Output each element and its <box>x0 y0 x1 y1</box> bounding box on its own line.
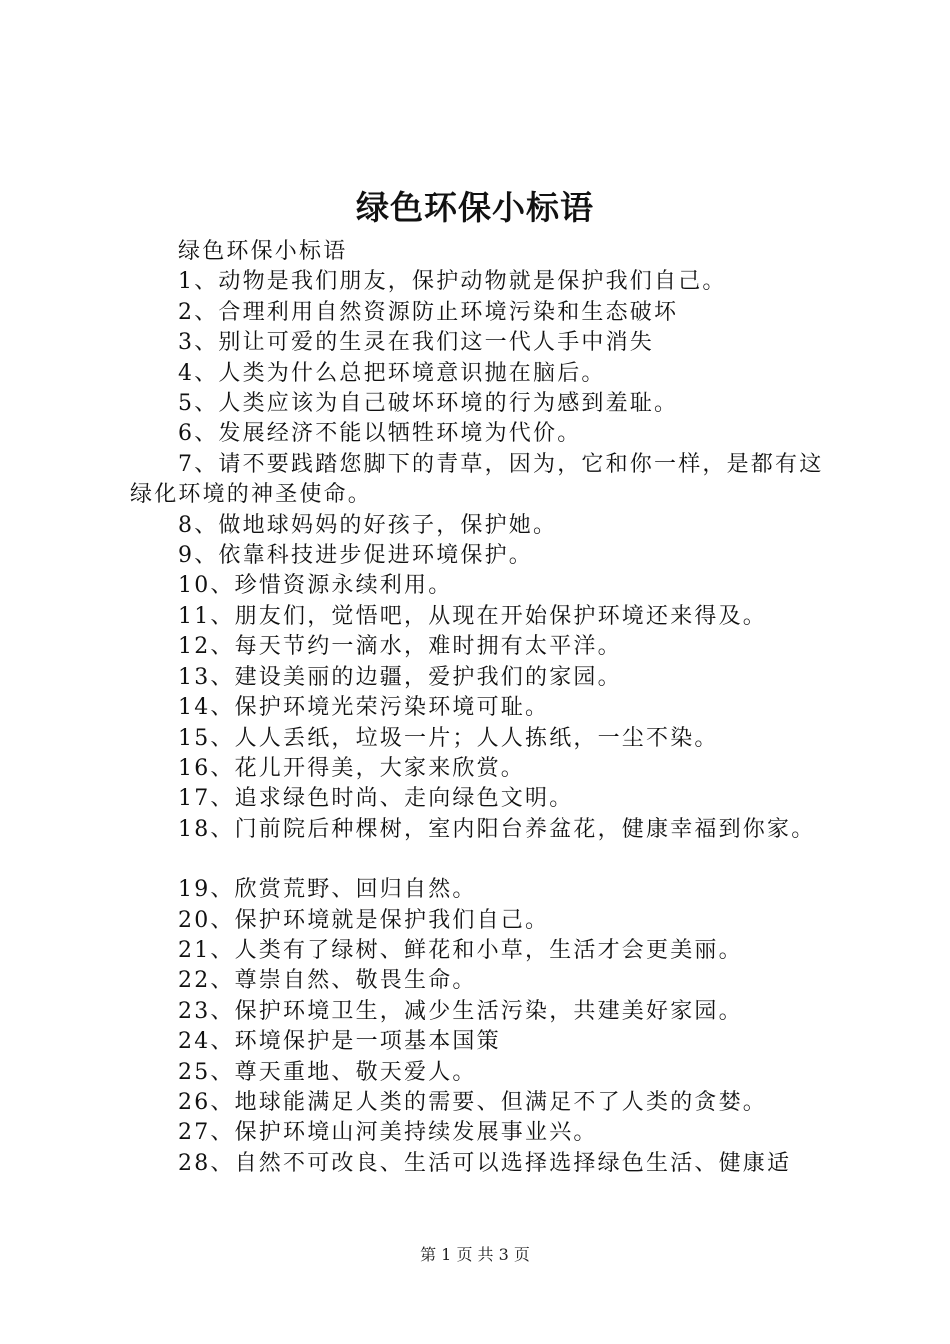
slogan-item: 2、合理利用自然资源防止环境污染和生态破坏 <box>178 299 679 325</box>
slogan-item: 13、建设美丽的边疆，爱护我们的家园。 <box>178 664 622 690</box>
slogan-item: 7、请不要践踏您脚下的青草，因为，它和你一样，是都有这绿化环境的神圣使命。 <box>130 451 824 508</box>
slogan-item: 19、欣赏荒野、回归自然。 <box>178 877 477 903</box>
document-title: 绿色环保小标语 <box>356 188 594 227</box>
slogan-item: 26、地球能满足人类的需要、但满足不了人类的贪婪。 <box>178 1089 767 1115</box>
slogan-item: 27、保护环境山河美持续发展事业兴。 <box>178 1120 598 1146</box>
slogan-item: 28、自然不可改良、生活可以选择选择绿色生活、健康适 <box>178 1150 792 1176</box>
slogan-item: 18、门前院后种棵树，室内阳台养盆花，健康幸福到你家。 <box>178 816 816 842</box>
slogan-item: 17、追求绿色时尚、走向绿色文明。 <box>178 786 574 812</box>
slogan-item: 11、朋友们，觉悟吧，从现在开始保护环境还来得及。 <box>178 603 767 629</box>
slogan-item: 8、做地球妈妈的好孩子，保护她。 <box>178 512 558 538</box>
slogan-item: 16、花儿开得美，大家来欣赏。 <box>178 755 525 781</box>
slogan-item: 10、珍惜资源永续利用。 <box>178 573 453 599</box>
paragraph-heading: 绿色环保小标语 <box>178 239 348 264</box>
slogan-item: 20、保护环境就是保护我们自己。 <box>178 907 550 933</box>
document-body <box>130 237 835 1179</box>
slogan-item: 14、保护环境光荣污染环境可耻。 <box>178 695 550 721</box>
slogan-item: 5、人类应该为自己破坏环境的行为感到羞耻。 <box>178 391 679 417</box>
slogan-item: 6、发展经济不能以牺牲环境为代价。 <box>178 421 582 447</box>
slogan-item: 3、别让可爱的生灵在我们这一代人手中消失 <box>178 330 654 356</box>
slogan-item: 15、人人丢纸，垃圾一片；人人拣纸，一尘不染。 <box>178 725 719 751</box>
slogan-item: 12、每天节约一滴水，难时拥有太平洋。 <box>178 634 622 660</box>
slogan-item: 24、环境保护是一项基本国策 <box>178 1029 501 1055</box>
slogan-item: 21、人类有了绿树、鲜花和小草，生活才会更美丽。 <box>178 937 743 963</box>
slogan-item: 25、尊天重地、敬天爱人。 <box>178 1059 477 1085</box>
page-number-footer: 第 1 页 共 3 页 <box>420 1245 530 1264</box>
slogan-item: 22、尊崇自然、敬畏生命。 <box>178 968 477 994</box>
slogan-item: 4、人类为什么总把环境意识抛在脑后。 <box>178 360 606 386</box>
slogan-item: 1、动物是我们朋友，保护动物就是保护我们自己。 <box>178 269 727 295</box>
slogan-item: 23、保护环境卫生，减少生活污染，共建美好家园。 <box>178 998 743 1024</box>
slogan-item: 9、依靠科技进步促进环境保护。 <box>178 543 533 569</box>
